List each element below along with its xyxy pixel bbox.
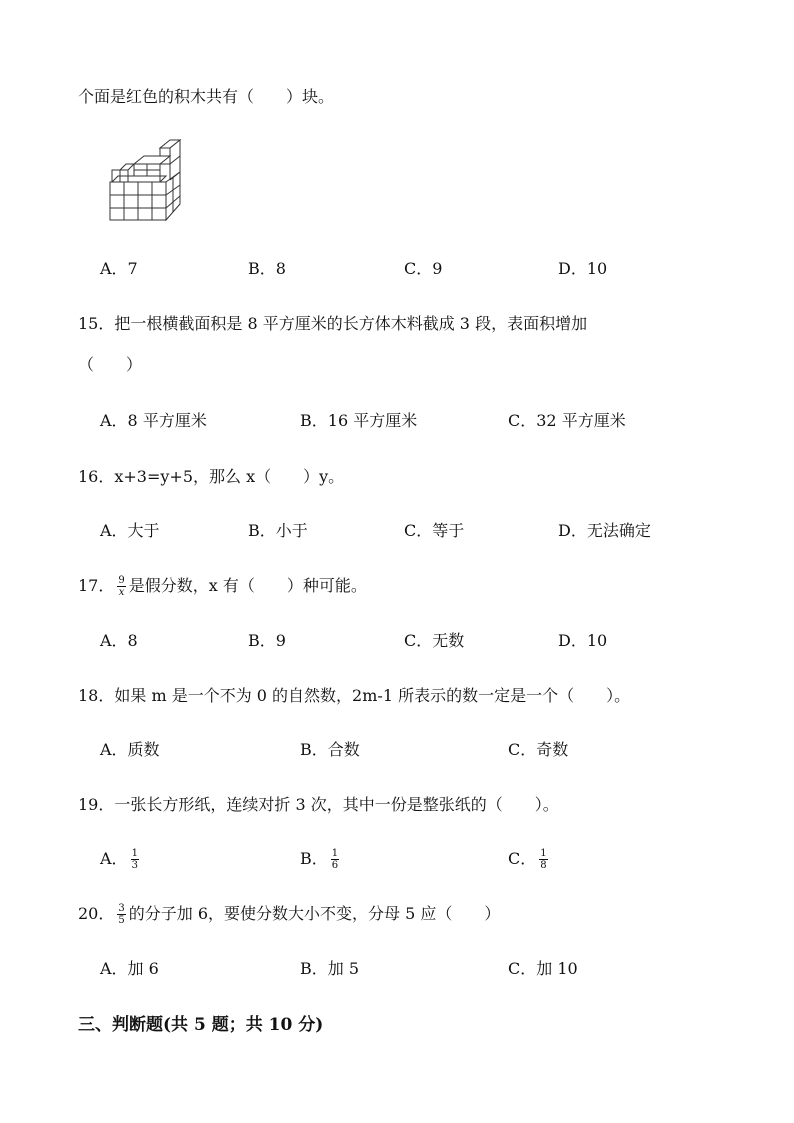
q19-option-a-denominator: 3 xyxy=(131,860,138,871)
q19-option-c-fraction xyxy=(539,848,547,871)
q20-fraction xyxy=(117,903,125,926)
q17-suffix: 是假分数，x 有（ ）种可能。 xyxy=(128,576,367,595)
q20-fraction-denominator: 5 xyxy=(118,915,125,926)
question-17-text xyxy=(78,575,367,598)
q19-option-b-numerator: 1 xyxy=(331,848,339,859)
q20-fraction-numerator: 3 xyxy=(118,903,125,914)
q19-option-c-numerator: 1 xyxy=(540,848,547,859)
q14-option-c: C．9 xyxy=(404,259,443,278)
question-15-text: 15．把一根横截面积是 8 平方厘米的长方体木料截成 3 段，表面积增加 xyxy=(78,314,588,333)
question-18-text: 18．如果 m 是一个不为 0 的自然数，2m-1 所表示的数一定是一个（ ）。 xyxy=(78,686,631,705)
q20-option-a: A．加 6 xyxy=(100,959,159,978)
q17-fraction-numerator: 9 xyxy=(118,575,125,586)
q20-number: 20． xyxy=(78,904,115,923)
q19-option-a xyxy=(100,848,142,871)
section-3-heading: 三、判断题(共 5 题；共 10 分) xyxy=(78,1015,324,1035)
q17-number: 17． xyxy=(78,576,115,595)
q19-option-b-denominator: 6 xyxy=(331,860,339,871)
q19-option-a-numerator: 1 xyxy=(131,848,138,859)
q19-option-a-label: A． xyxy=(100,849,128,868)
q14-option-b: B．8 xyxy=(248,259,286,278)
q20-option-b: B．加 5 xyxy=(300,959,360,978)
q19-option-c xyxy=(508,848,551,871)
question-15-blank: （ ） xyxy=(78,355,143,374)
q17-option-d: D．10 xyxy=(558,631,608,650)
q19-option-a-fraction xyxy=(131,848,139,871)
q17-fraction xyxy=(117,575,125,598)
q17-option-c: C．无数 xyxy=(404,631,465,650)
q16-option-c: C．等于 xyxy=(404,521,465,540)
q17-option-b: B．9 xyxy=(248,631,286,650)
q15-option-b: B．16 平方厘米 xyxy=(300,411,418,430)
q17-option-a: A．8 xyxy=(100,631,138,650)
q16-option-d: D．无法确定 xyxy=(558,521,651,540)
q18-option-b: B．合数 xyxy=(300,740,360,759)
cube-stack-figure xyxy=(108,138,188,222)
q19-option-c-label: C． xyxy=(508,849,537,868)
q20-suffix: 的分子加 6，要使分数大小不变，分母 5 应（ ） xyxy=(128,904,501,923)
q15-option-a: A．8 平方厘米 xyxy=(100,411,207,430)
q19-option-b xyxy=(300,848,342,871)
q18-option-a: A．质数 xyxy=(100,740,160,759)
q14-option-a: A．7 xyxy=(100,259,138,278)
q19-option-c-denominator: 8 xyxy=(540,860,547,871)
question-20-text xyxy=(78,903,500,926)
q17-fraction-denominator: x xyxy=(118,587,125,598)
q16-option-a: A．大于 xyxy=(100,521,160,540)
q19-option-b-fraction xyxy=(331,848,339,871)
q20-option-c: C．加 10 xyxy=(508,959,578,978)
question-16-text: 16．x+3=y+5，那么 x（ ）y。 xyxy=(78,467,345,486)
q14-option-d: D．10 xyxy=(558,259,608,278)
question-19-text: 19．一张长方形纸，连续对折 3 次，其中一份是整张纸的（ ）。 xyxy=(78,795,559,814)
question-14-text: 个面是红色的积木共有（ ）块。 xyxy=(78,87,335,106)
q18-option-c: C．奇数 xyxy=(508,740,569,759)
q16-option-b: B．小于 xyxy=(248,521,308,540)
q19-option-b-label: B． xyxy=(300,849,328,868)
q15-option-c: C．32 平方厘米 xyxy=(508,411,626,430)
